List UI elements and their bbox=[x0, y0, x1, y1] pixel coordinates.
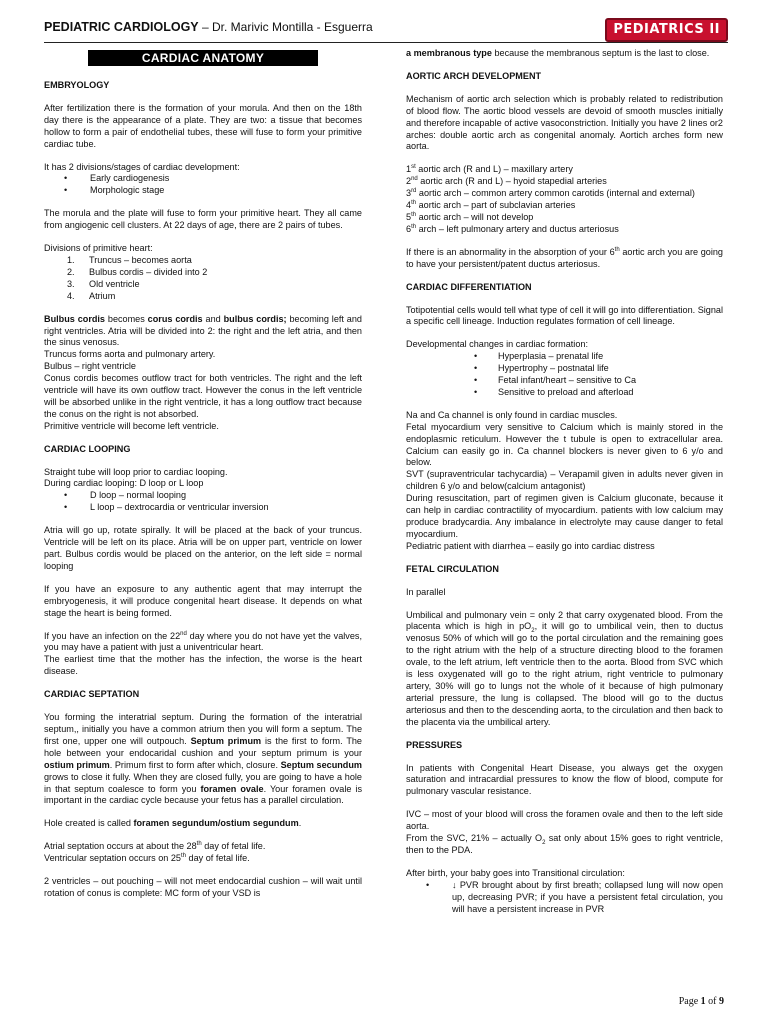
list-item: • Fetal infant/heart – sensitive to Ca bbox=[406, 375, 723, 387]
paragraph: If you have an infection on the 22nd day where you do not have yet the valves, you may have a patient with just a univentricular heart. The earliest time that the mother has the infection, the worse is the heart disease. bbox=[44, 630, 362, 677]
paragraph: In patients with Congenital Heart Disease, you always get the oxygen saturation and intracardial pressures to know the flow of blood, compute for pulmonary vascular resistance. bbox=[406, 762, 723, 797]
list-item: • Sensitive to preload and afterload bbox=[406, 387, 723, 399]
section-heading-aortic-arch: AORTIC ARCH DEVELOPMENT bbox=[406, 70, 542, 81]
list-item: 4. Atrium bbox=[67, 290, 116, 301]
header-rule bbox=[44, 42, 728, 43]
author-name: – Dr. Marivic Montilla - Esguerra bbox=[198, 20, 373, 34]
paragraph: Atria will go up, rotate spirally. It will be placed at the back of your truncus. Ventricle will be left on its place. Atria will be on upper part, ventricle on lower part. Bulbus cordis would be placed on the anterior, on the left side = normal looping bbox=[44, 525, 362, 571]
paragraph: Atrial septation occurs at about the 28th day of fetal life. Ventricular septation occurs on 25th day of fetal life. bbox=[44, 841, 266, 864]
page-title: CARDIAC ANATOMY bbox=[88, 50, 318, 66]
arches-list: 1st aortic arch (R and L) – maxillary artery 2nd aortic arch (R and L) – hyoid stapedial arteries 3rd aortic arch – common artery common carotids (internal and external) 4th aortic arch – part of subclavian arteries 5th aortic arch – will not develop 6th arch – left pulmonary artery and ductus arteriosus bbox=[406, 164, 695, 234]
list-item: • Hypertrophy – postnatal life bbox=[406, 363, 723, 375]
list-item: 3. Old ventricle bbox=[67, 278, 140, 289]
paragraph: IVC – most of your blood will cross the foramen ovale and then to the left side aorta. From the SVC, 21% – actually $O_2$ sat only about 15% goes to right ventricle, then to the PDA. bbox=[406, 809, 723, 855]
list-item: • Early cardiogenesis bbox=[44, 173, 362, 185]
paragraph: Straight tube will loop prior to cardiac looping. During cardiac looping: D loop or L loop bbox=[44, 466, 228, 489]
stages-list bbox=[44, 173, 362, 197]
paragraph: Umbilical and pulmonary vein = only 2 that carry oxygenated blood. From the placenta which is high in $pO_2$, it will go to umbilical vein, then to ductus venosus 50% of which will go to the portal circulation and the remaining goes to the right atrium with the help of a structure directing blood to the foramen ovale, to the left atrium, left ventricle then to the aorta. Blood from SVC which is less oxygenated will go to the right atrium, right ventricle to pulmonary artery, 30% will go to lungs not the whole of it because of high pulmonary arterial pressure, the lung is collapsed. The blood will go to the ductus arteriosus and then to the descending aorta, to the circulation and then back to the placenta via the umbilical artery. bbox=[406, 609, 723, 727]
list-item: • D loop – normal looping bbox=[44, 490, 362, 502]
paragraph: It has 2 divisions/stages of cardiac development: bbox=[44, 161, 240, 172]
list-item: • ↓ PVR brought about by first breath; collapsed lung will now open up, decreasing PVR; if you have a persistent fetal circulation, you will have a persistent increase in PVR bbox=[406, 880, 723, 916]
list-item: • Morphologic stage bbox=[44, 185, 362, 197]
list-item: • Hyperplasia – prenatal life bbox=[406, 351, 723, 363]
changes-list bbox=[406, 351, 723, 399]
loops-list bbox=[44, 490, 362, 514]
pediatrics-logo: PEDIATRICS II bbox=[605, 18, 728, 42]
page-header bbox=[44, 18, 728, 38]
transition-list bbox=[406, 880, 723, 916]
course-name: PEDIATRIC CARDIOLOGY bbox=[44, 20, 199, 34]
paragraph: Divisions of primitive heart: bbox=[44, 243, 153, 254]
divisions-list bbox=[44, 255, 362, 303]
right-column bbox=[406, 48, 723, 926]
paragraph: Totipotential cells would tell what type of cell it will go into differentiation. Signal a specific cell lineage. Induction regulates formation of cell lineage. bbox=[406, 304, 723, 327]
paragraph: After fertilization there is the formation of your morula. And then on the 18th day there is the appearance of a plate. They are two: a tissue that becomes hollow to form a pair of endothelial tubes, these will fuse to form your primitive cardiac tube. bbox=[44, 102, 362, 149]
section-heading-fetal-circulation: FETAL CIRCULATION bbox=[406, 563, 499, 574]
list-item: • L loop – dextrocardia or ventricular inversion bbox=[44, 502, 362, 514]
list-item: 1. Truncus – becomes aorta bbox=[67, 254, 192, 265]
section-heading-differentiation: CARDIAC DIFFERENTIATION bbox=[406, 281, 532, 292]
paragraph: You forming the interatrial septum. During the formation of the interatrial septum,, initially you have a common atrium then you will form a septum. The first one, upper one will outpouch. Septum primum is the first to form. The hole between your endocaridal cushion and your septum primum is your ostium primum. Primum first to form after which, closure. Septum secundum grows to close it fully. When they are closed fully, you are going to have a hole in that septum coalesce to form you foramen ovale. Your foramen ovale is important in the cardiac cycle because your fetus has a parallel circulation. bbox=[44, 712, 362, 806]
paragraph: 2 ventricles – out pouching – will not meet endocardial cushion – will wait until rotation of conus is complete: MC form of your VSD is bbox=[44, 876, 362, 898]
left-column bbox=[44, 48, 362, 911]
paragraph: If there is an abnormality in the absorption of your 6th aortic arch you are going to have your persistent/patent ductus arteriosus. bbox=[406, 246, 723, 269]
section-heading-embryology: EMBRYOLOGY bbox=[44, 80, 110, 90]
list-item: 2. Bulbus cordis – divided into 2 bbox=[67, 266, 208, 277]
page-number: Page 1 of 9 bbox=[678, 996, 724, 1007]
paragraph: Na and Ca channel is only found in cardiac muscles. Fetal myocardium very sensitive to Calcium which is mainly stored in the endoplasmic reticulum. However the t tubule is open to extracellular area. Calcium can easily go in. Ca channel blockers is never given to 6 y/o and below. SVT (supraventricular tachycardia) – Verapamil given in adults never given in children 6 y/o and below(calcium antagonist) During resuscitation, part of regimen given is Calcium gluconate, because it can help in cardiac contractility of myocardium. patients with low calcium may produce bradycardia. Any imbalance in electrolyte may cause danger to fetal myocardium. Pediatric patient with diarrhea – easily go into cardiac distress bbox=[406, 409, 723, 551]
paragraph: After birth, your baby goes into Transitional circulation: bbox=[406, 867, 625, 878]
paragraph: Developmental changes in cardiac formation: bbox=[406, 339, 588, 350]
paragraph: Hole created is called foramen segundum/ostium segundum. bbox=[44, 818, 302, 829]
header-title bbox=[44, 20, 373, 34]
paragraph: Mechanism of aortic arch selection which is probably related to redistribution of blood flow. The aortic blood vessels are devoid of smooth muscles initially and therefore incapable of active vasoconstriction. Initially you have 2 lines or2 arches: double aortic arch as congenital anomaly. Aortich arches form new aorta. bbox=[406, 93, 723, 152]
paragraph: In parallel bbox=[406, 586, 446, 597]
section-heading-pressures: PRESSURES bbox=[406, 739, 463, 750]
paragraph: If you have an exposure to any authentic agent that may interrupt the embryogenesis, it will produce congenital heart disease. It depends on what stage the heart is being formed. bbox=[44, 583, 362, 618]
section-heading-looping: CARDIAC LOOPING bbox=[44, 443, 131, 454]
section-heading-septation: CARDIAC SEPTATION bbox=[44, 689, 140, 700]
paragraph: a membranous type because the membranous septum is the last to close. bbox=[406, 48, 710, 58]
paragraph: The morula and the plate will fuse to form your primitive heart. They all came from angiogenic cell clusters. At 22 days of age, there are 2 pairs of tubes. bbox=[44, 208, 362, 231]
paragraph: Bulbus cordis becomes corus cordis and bulbus cordis; becoming left and right ventricles. Atria will be divided into 2: the right and the left atria, and then the sinus venosus. Truncus forms aorta and pulmonary artery. Bulbus – right ventricle Conus cordis becomes outflow tract for both ventricles. The right and the left ventricle will have its own outflow tract. However the conus in the left ventricle will be absorbed unlike in the right ventricle, it has a long outflow tract because the conus on the right is not absorbed. Primitive ventricle will become left ventricle. bbox=[44, 313, 362, 431]
